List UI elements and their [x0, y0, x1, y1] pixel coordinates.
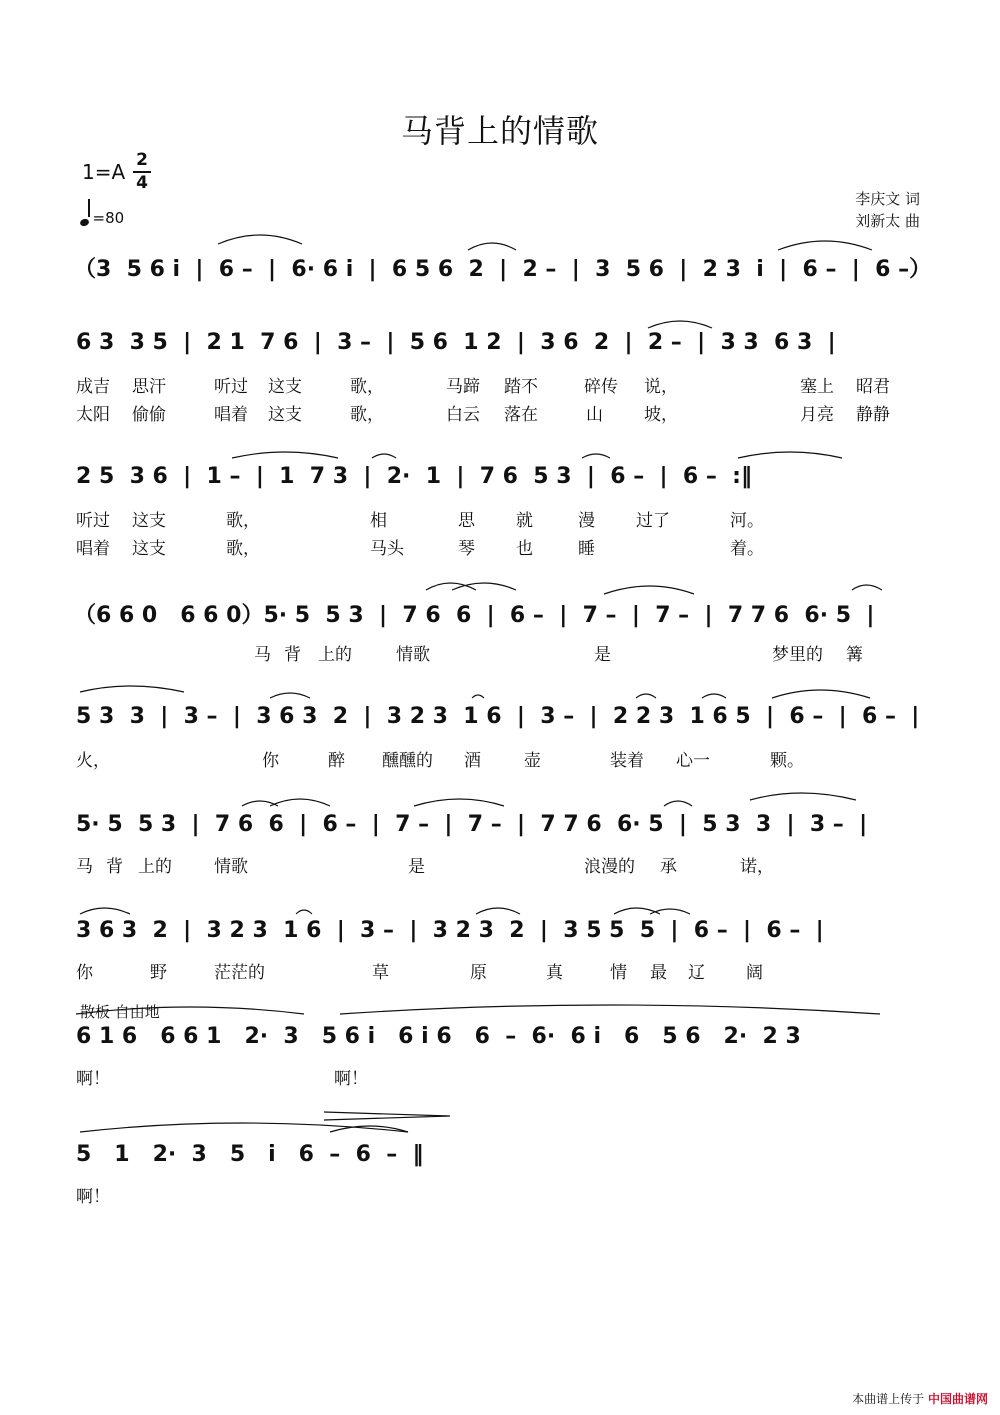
lyrics-line-3-verse-2: 唱着 这支 歌， 马头 琴 也 睡 着。 [76, 539, 764, 559]
lyrics-line-7: 你 野 茫茫的 草 原 真 情 最 辽 阔 [76, 963, 763, 983]
meter-top: 2 [136, 150, 148, 170]
page-title: 马背上的情歌 [400, 112, 599, 150]
notes-text: 5 3 3 | 3 – | 3 6 3 2 | 3 2 3 1 6 | 3 – | 2 2 3 1 6 5 | 6 – | 6 – | [76, 704, 920, 729]
notes-text: 5 1 2· 3 5 i 6 – 6 – ‖ [76, 1142, 424, 1167]
notes-text: 6 1 6 6 6 1 2· 3 5 6 i 6 i 6 6 – 6· 6 i 6 5 6 2· 2 3 [76, 1024, 801, 1049]
lyrics-line-5: 火， 你 醉 醺醺的 酒 壶 装着 心一 颗。 [76, 751, 804, 771]
composer: 刘新太 曲 [855, 212, 920, 230]
meter-bottom: 4 [136, 173, 148, 193]
footer-credit: 本曲谱上传于 中国曲谱网 [852, 1392, 988, 1406]
lyrics-line-6: 马 背 上的 情歌 是 浪漫的 承 诺， [76, 857, 774, 877]
free-tempo-label: 散板 自由地 [80, 1003, 160, 1021]
lyrics-line-9: 啊！ [76, 1187, 110, 1207]
lyricist: 李庆文 词 [855, 190, 920, 208]
notes-text: 6 3 3 5 | 2 1 7 6 | 3 – | 5 6 1 2 | 3 6 2 | 2 – | 3 3 6 3 | [76, 330, 836, 355]
lyrics-line-3-verse-1: 听过 这支 歌， 相 思 就 漫 过了 河。 [76, 511, 764, 531]
lyrics-line-4: 马 背 上的 情歌 是 梦里的 篝 [254, 645, 863, 665]
notes-text: 5· 5 5 3 | 7 6 6 | 6 – | 7 – | 7 – | 7 7 6 6· 5 | 5 3 3 | 3 – | [76, 812, 868, 837]
notes-text: 3 6 3 2 | 3 2 3 1 6 | 3 – | 3 2 3 2 | 3 5 5 5 | 6 – | 6 – | [76, 918, 824, 943]
lyrics-line-2-verse-1: 成吉 思汗 听过 这支 歌， 马蹄 踏不 碎传 说， 塞上 昭君 [76, 377, 890, 397]
lyrics-line-2-verse-2: 太阳 偷偷 唱着 这支 歌， 白云 落在 山 坡， 月亮 静静 [76, 405, 890, 425]
tempo-value: =80 [92, 209, 125, 227]
key-signature: 1=A [82, 160, 126, 184]
notes-text: 2 5 3 6 | 1 – | 1 7 3 | 2· 1 | 7 6 5 3 | 6 – | 6 – :‖ [76, 464, 752, 489]
lyrics-line-8: 啊！ 啊！ [76, 1069, 368, 1089]
notes-text: （3 5 6 i | 6 – | 6· 6 i | 6 5 6 2 | 2 – | 3 5 6 | 2 3 i | 6 – | 6 –） [74, 257, 932, 282]
notes-text: （6 6 0 6 6 0）5· 5 5 3 | 7 6 6 | 6 – | 7 – | 7 – | 7 7 6 6· 5 | [74, 603, 875, 628]
site-logo[interactable]: 中国曲谱网 [927, 1392, 988, 1406]
